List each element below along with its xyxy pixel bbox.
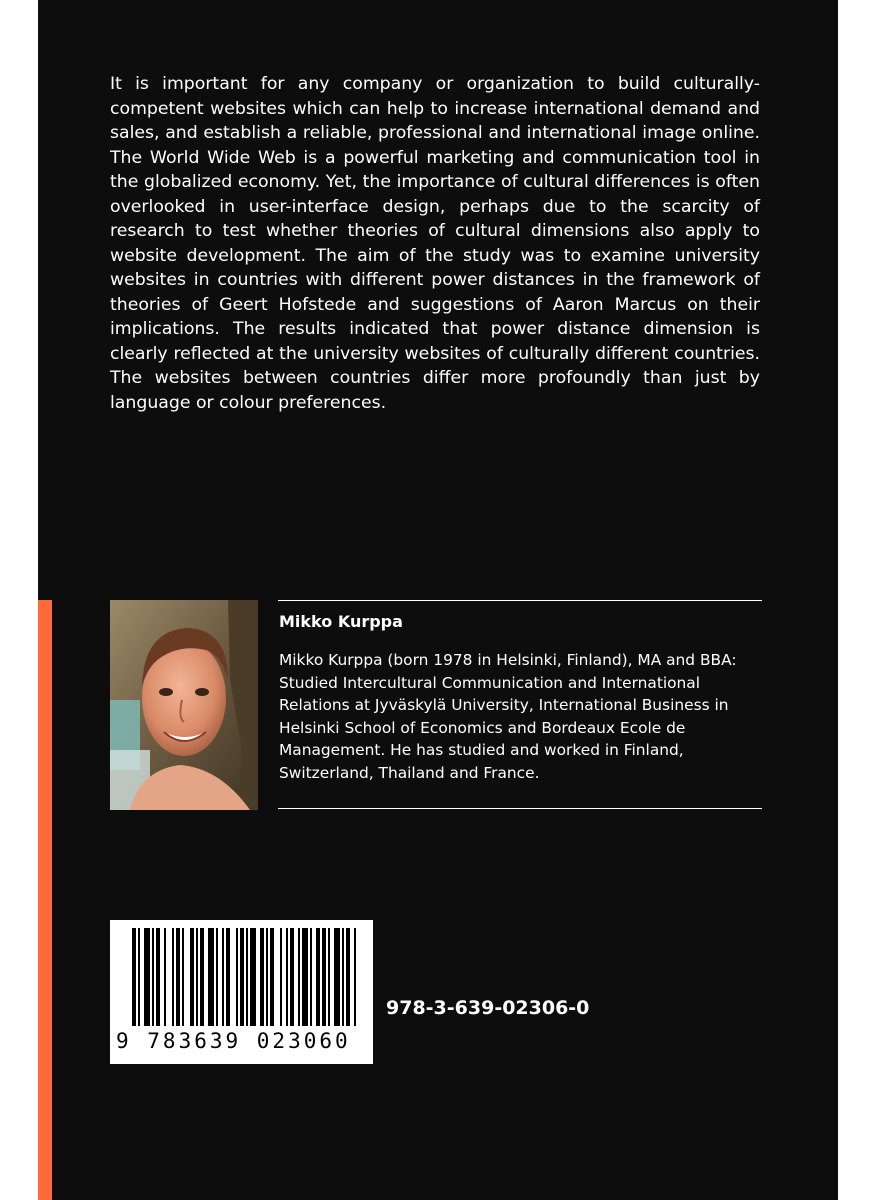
barcode-bar <box>236 928 238 1026</box>
barcode-bar <box>156 928 160 1026</box>
barcode-bar <box>216 928 218 1026</box>
author-name: Mikko Kurppa <box>279 612 403 631</box>
barcode-bar <box>138 928 140 1026</box>
barcode-bar <box>246 928 248 1026</box>
barcode-bar <box>266 928 268 1026</box>
barcode-bar <box>250 928 256 1026</box>
barcode-bar <box>322 928 326 1026</box>
barcode-digits: 9 783639 023060 <box>116 1029 351 1053</box>
barcode-bar <box>328 928 330 1026</box>
barcode-bar <box>226 928 230 1026</box>
barcode-bar <box>342 928 344 1026</box>
barcode-bar <box>208 928 214 1026</box>
barcode-bar <box>190 928 194 1026</box>
isbn-number: 978-3-639-02306-0 <box>386 997 590 1019</box>
barcode-bar <box>354 928 356 1026</box>
barcode-bar <box>172 928 174 1026</box>
barcode-bar <box>346 928 350 1026</box>
barcode-bar <box>286 928 288 1026</box>
barcode-bar <box>310 928 312 1026</box>
book-blurb: It is important for any company or organization to build culturally-competent websites which can help to increase international demand and sales, and establish a reliable, professional and international image online. The World Wide Web is a powerful marketing and communication tool in the globalized economy. Yet, the importance of cultural differences is often overlooked in user-interface design, perhaps due to the scarcity of research to test whether theories of cultural dimensions also apply to website development. The aim of the study was to examine university websites in countries with different power distances in the framework of theories of Geert Hofstede and suggestions of Aaron Marcus on their implications. The results indicated that power distance dimension is clearly reflected at the university websites of culturally different countries. The websites between countries differ more profoundly than just by language or colour preferences. <box>110 74 760 413</box>
barcode-bar <box>316 928 320 1026</box>
barcode-bar <box>260 928 264 1026</box>
barcode-bar <box>302 928 308 1026</box>
barcode-bar <box>200 928 204 1026</box>
accent-stripe <box>38 600 52 1200</box>
barcode-bar <box>240 928 244 1026</box>
barcode-bar <box>298 928 300 1026</box>
barcode-bar <box>164 928 166 1026</box>
barcode-bar <box>280 928 282 1026</box>
barcode-bar <box>132 928 136 1026</box>
barcode-bar <box>152 928 154 1026</box>
barcode-bar <box>290 928 294 1026</box>
barcode-bar <box>144 928 150 1026</box>
barcode-bar <box>222 928 224 1026</box>
barcode <box>110 920 373 1064</box>
barcode-bar <box>270 928 274 1026</box>
back-cover <box>38 0 838 1200</box>
author-photo <box>110 600 258 810</box>
barcode-bar <box>334 928 340 1026</box>
divider-top <box>278 600 762 601</box>
barcode-bar <box>176 928 180 1026</box>
barcode-bar <box>196 928 198 1026</box>
divider-bottom <box>278 808 762 809</box>
barcode-bar <box>182 928 184 1026</box>
author-bio: Mikko Kurppa (born 1978 in Helsinki, Finland), MA and BBA: Studied Intercultural Communication and International Relations at Jyväskylä University, International Business in Helsinki School of Economics and Bordeaux Ecole de Management. He has studied and worked in Finland, Switzerland, Thailand and France. <box>279 651 737 782</box>
